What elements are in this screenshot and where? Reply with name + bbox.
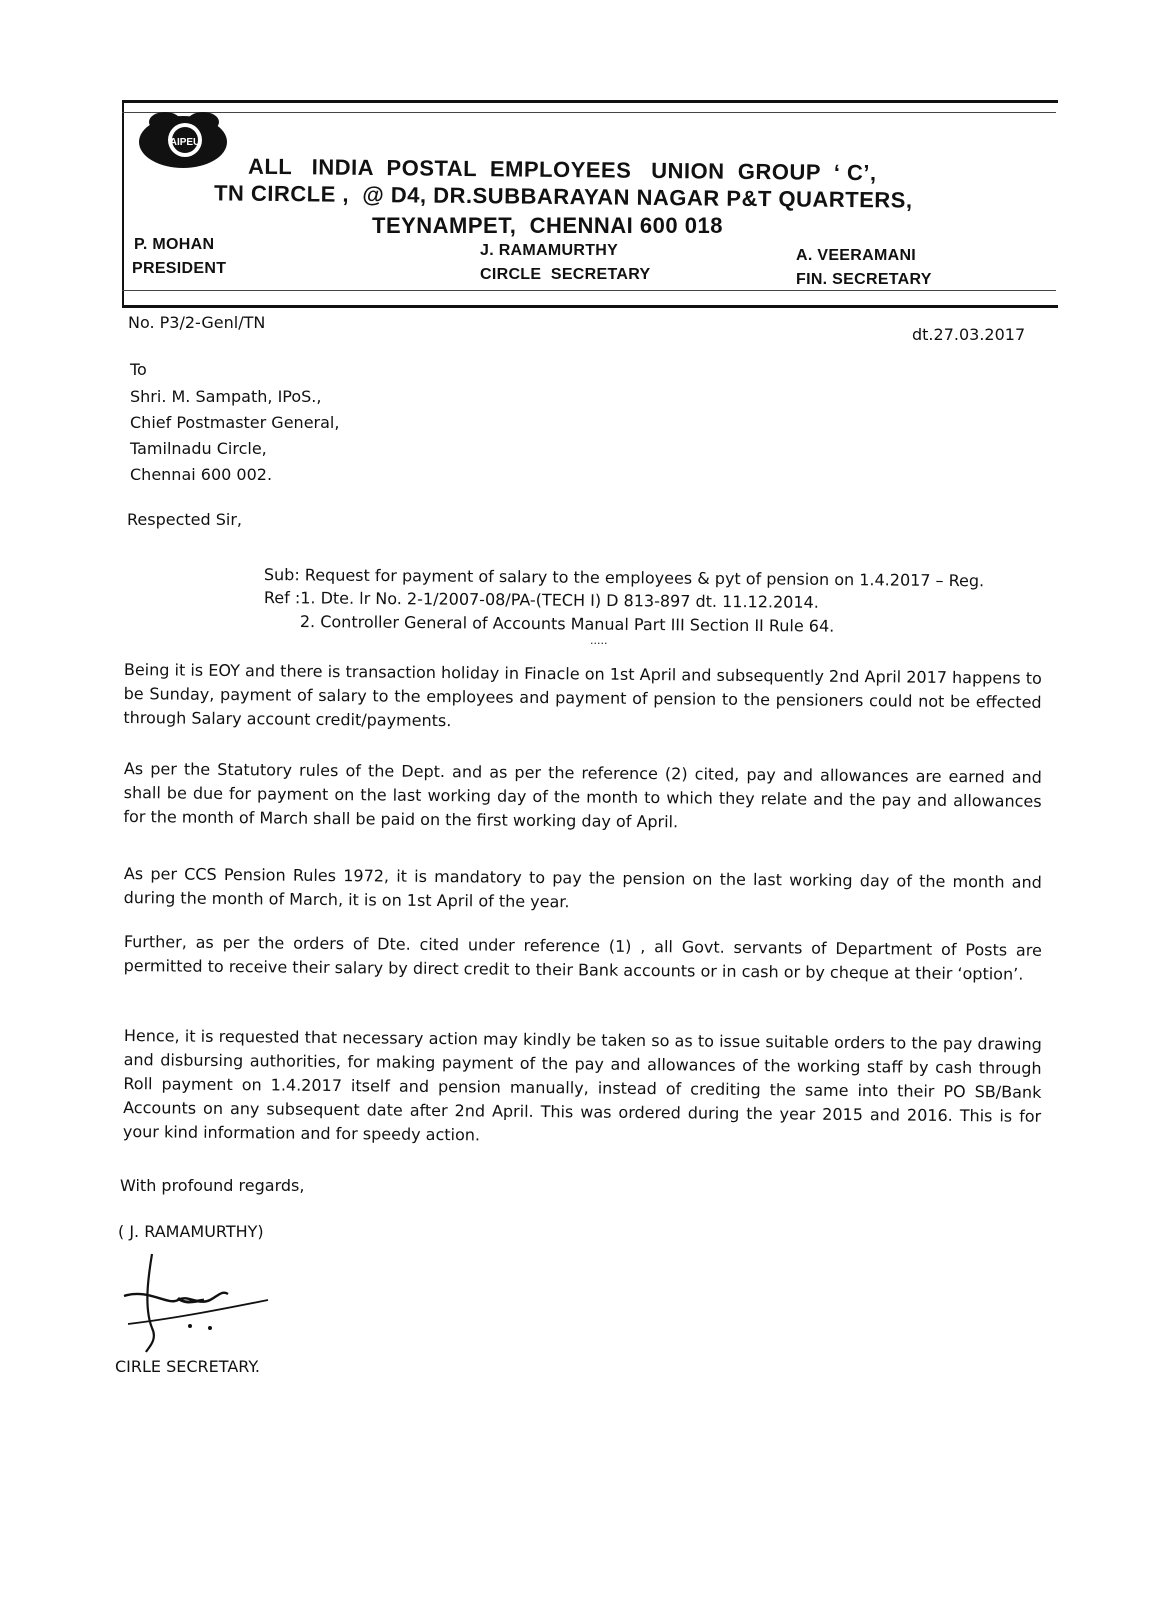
body-paragraph-4: Further, as per the orders of Dte. cited under reference (1) , all Govt. servants of Department of Posts are permitted to receive their salary by direct credit to their Bank accounts or in cash or by cheque at their ‘option’. <box>123 931 1042 984</box>
letterhead-rule <box>122 112 1056 113</box>
body-paragraph-1: Being it is EOY and there is transaction holiday in Finacle on 1st April and subsequently 2nd April 2017 happens to be Sunday, payment of salary to the employees and payment of pension to the pensioners could not be effected through Salary account credit/payments. <box>123 659 1042 731</box>
salutation: Respected Sir, <box>127 510 242 529</box>
org-address-line3: TEYNAMPET, CHENNAI 600 018 <box>372 213 723 238</box>
to-label: To <box>130 360 147 379</box>
subject-line: Sub: Request for payment of salary to the employees & pyt of pension on 1.4.2017 – Reg. <box>263 565 985 591</box>
closing: With profound regards, <box>120 1176 305 1195</box>
org-name-line1: ALL INDIA POSTAL EMPLOYEES UNION GROUP ‘ C’, <box>247 153 877 186</box>
addressee-line: Chief Postmaster General, <box>130 413 340 432</box>
body-paragraph-2: As per the Statutory rules of the Dept. and as per the reference (2) cited, pay and allowances are earned and shall be due for payment on the last working day of the month to which they relate and the pay and allowances for the month of March shall be paid on the first working day of April. <box>123 758 1042 832</box>
signatory-designation: CIRLE SECRETARY. <box>115 1357 260 1376</box>
officer-fin-secretary-title: FIN. SECRETARY <box>796 271 932 288</box>
logo-text: AIPEU <box>169 137 201 148</box>
org-address-line2: TN CIRCLE , @ D4, DR.SUBBARAYAN NAGAR P&T QUARTERS, <box>213 180 913 213</box>
officer-president-name: P. MOHAN <box>134 236 215 253</box>
reference-1: Ref :1. Dte. lr No. 2-1/2007-08/PA-(TECH I) D 813-897 dt. 11.12.2014. <box>263 588 819 612</box>
body-paragraph-5: Hence, it is requested that necessary action may kindly be taken so as to issue suitable orders to the pay drawing and disbursing authorities, for making payment of the pay and allowances of the working staff by cash through Roll payment on 1.4.2017 itself and pension manually, instead of crediting the same into their PO SB/Bank Accounts on any subsequent date after 2nd April. This was ordered during the year 2015 and 2016. This is for your kind information and for speedy action. <box>122 1025 1042 1145</box>
letterhead-rule <box>122 290 1056 291</box>
union-logo-icon <box>135 108 235 172</box>
letter-date: dt.27.03.2017 <box>912 325 1026 344</box>
addressee-line: Shri. M. Sampath, IPoS., <box>130 387 322 406</box>
officer-secretary-title: CIRCLE SECRETARY <box>480 266 651 283</box>
handwritten-signature-icon <box>118 1248 278 1358</box>
officer-president-title: PRESIDENT <box>132 260 227 277</box>
separator-dots: ..... <box>590 634 608 647</box>
officer-secretary-name: J. RAMAMURTHY <box>480 242 619 259</box>
signatory-name: ( J. RAMAMURTHY) <box>118 1222 264 1241</box>
body-paragraph-3: As per CCS Pension Rules 1972, it is mandatory to pay the pension on the last working day of the month and during the month of March, it is on 1st April of the year. <box>123 863 1042 912</box>
reference-2: 2. Controller General of Accounts Manual Part III Section II Rule 64. <box>299 612 835 636</box>
officer-fin-secretary-name: A. VEERAMANI <box>796 247 917 264</box>
addressee-line: Tamilnadu Circle, <box>130 439 267 458</box>
addressee-line: Chennai 600 002. <box>130 465 273 484</box>
reference-number: No. P3/2-Genl/TN <box>128 313 266 332</box>
